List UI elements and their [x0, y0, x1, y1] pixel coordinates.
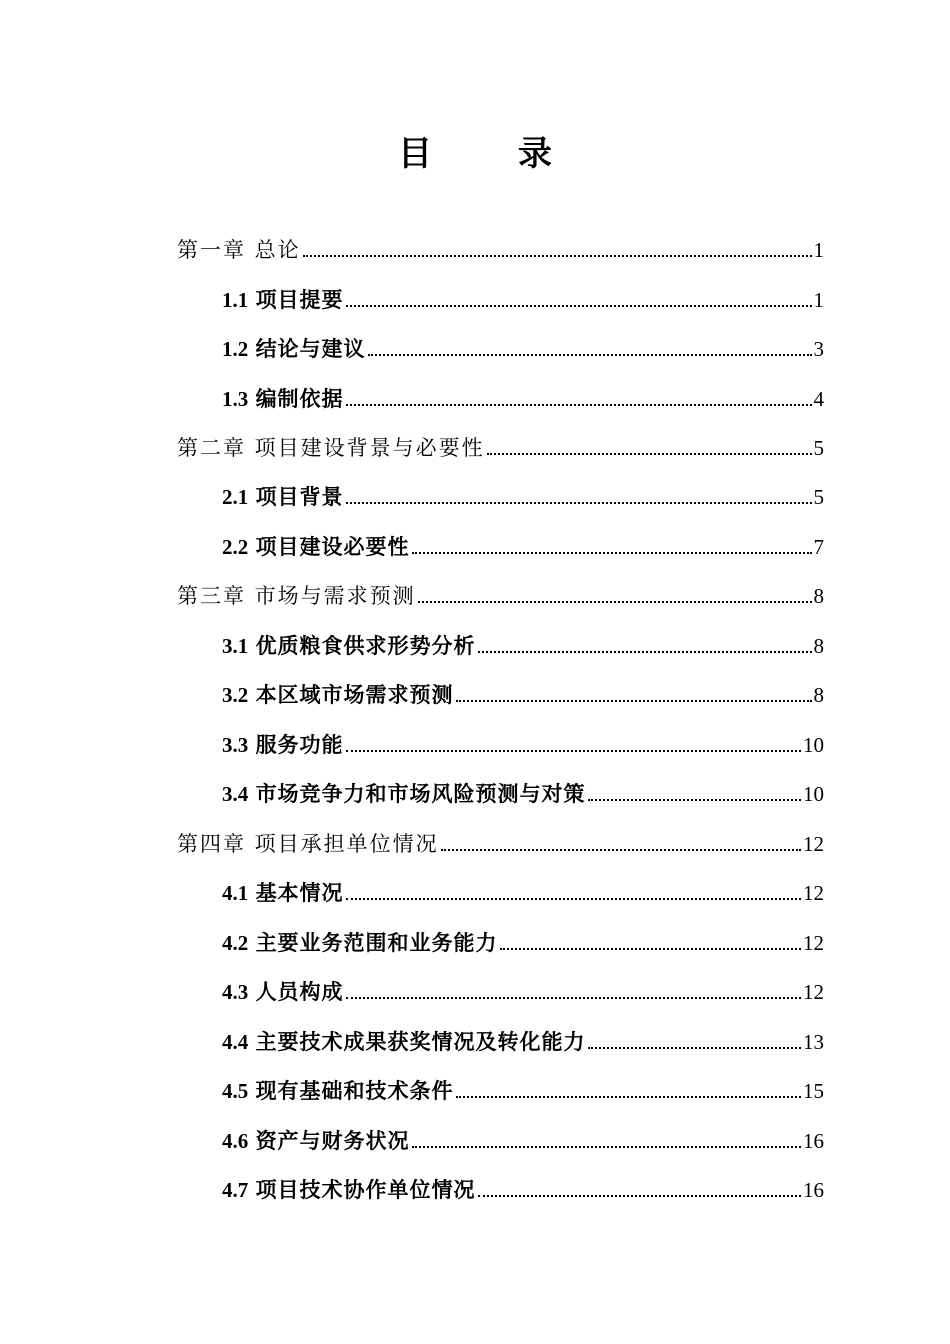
chapter-label: 第二章 项目建设背景与必要性	[177, 436, 485, 460]
section-title: 结论与建议	[255, 336, 366, 361]
page-number: 1	[813, 238, 824, 262]
section-title: 服务功能	[255, 732, 344, 757]
dot-leader	[418, 600, 812, 603]
section-number: 3.1	[222, 634, 249, 658]
page-number: 5	[813, 436, 824, 460]
section-number: 4.7	[222, 1178, 249, 1202]
page-number: 1	[813, 288, 824, 312]
page-number: 8	[813, 683, 824, 707]
page-number: 13	[803, 1030, 824, 1054]
page-number: 8	[813, 634, 824, 658]
dot-leader	[500, 947, 801, 950]
toc-section-4-1[interactable]	[222, 876, 824, 910]
toc-title-char: 目	[398, 134, 518, 174]
toc-section-1-3[interactable]	[222, 382, 824, 416]
section-number: 1.3	[222, 387, 249, 411]
toc-title-char: 录	[518, 134, 638, 174]
section-number: 3.3	[222, 733, 249, 757]
toc-section-3-2[interactable]	[222, 678, 824, 712]
page-number: 7	[813, 535, 824, 559]
page-number: 4	[813, 387, 824, 411]
page-number: 12	[803, 881, 824, 905]
toc-section-1-2[interactable]	[222, 332, 824, 366]
section-number: 2.2	[222, 535, 249, 559]
dot-leader	[346, 897, 801, 900]
toc-section-4-7[interactable]	[222, 1173, 824, 1207]
toc-section-4-3[interactable]	[222, 975, 824, 1009]
section-title: 现有基础和技术条件	[255, 1078, 454, 1103]
dot-leader	[478, 650, 812, 653]
section-title: 资产与财务状况	[255, 1128, 410, 1153]
section-title: 项目提要	[255, 287, 344, 312]
chapter-label: 第四章 项目承担单位情况	[177, 832, 439, 856]
section-number: 4.5	[222, 1079, 249, 1103]
section-title: 人员构成	[255, 979, 344, 1004]
page-number: 5	[813, 485, 824, 509]
section-number: 4.2	[222, 931, 249, 955]
section-title: 主要业务范围和业务能力	[255, 930, 498, 955]
dot-leader	[346, 996, 801, 999]
page-number: 10	[803, 782, 824, 806]
toc-section-4-4[interactable]	[222, 1025, 824, 1059]
dot-leader	[412, 551, 812, 554]
toc-section-4-2[interactable]	[222, 926, 824, 960]
toc-chapter-3[interactable]	[177, 579, 824, 613]
toc-section-2-1[interactable]	[222, 480, 824, 514]
dot-leader	[487, 452, 812, 455]
dot-leader	[456, 1095, 801, 1098]
dot-leader	[303, 254, 812, 257]
dot-leader	[588, 1046, 801, 1049]
dot-leader	[346, 304, 812, 307]
section-number: 4.1	[222, 881, 249, 905]
section-title: 本区域市场需求预测	[255, 682, 454, 707]
page-number: 8	[813, 584, 824, 608]
toc-section-1-1[interactable]	[222, 283, 824, 317]
section-title: 项目技术协作单位情况	[255, 1177, 476, 1202]
section-number: 2.1	[222, 485, 249, 509]
page-number: 16	[803, 1129, 824, 1153]
section-title: 项目背景	[255, 484, 344, 509]
page-number: 12	[803, 931, 824, 955]
dot-leader	[588, 798, 801, 801]
dot-leader	[412, 1145, 801, 1148]
section-number: 4.4	[222, 1030, 249, 1054]
toc-section-2-2[interactable]	[222, 530, 824, 564]
dot-leader	[346, 501, 812, 504]
dot-leader	[346, 749, 801, 752]
page-number: 12	[803, 980, 824, 1004]
section-number: 4.3	[222, 980, 249, 1004]
chapter-label: 第一章 总论	[177, 238, 301, 262]
section-title: 优质粮食供求形势分析	[255, 633, 476, 658]
toc-section-4-5[interactable]	[222, 1074, 824, 1108]
dot-leader	[368, 353, 812, 356]
page-number: 10	[803, 733, 824, 757]
dot-leader	[441, 848, 801, 851]
toc-chapter-2[interactable]	[177, 431, 824, 465]
toc-section-3-3[interactable]	[222, 728, 824, 762]
toc-section-3-1[interactable]	[222, 629, 824, 663]
dot-leader	[346, 403, 812, 406]
toc-title	[0, 128, 950, 180]
toc-section-3-4[interactable]	[222, 777, 824, 811]
page-number: 3	[813, 337, 824, 361]
section-number: 1.1	[222, 288, 249, 312]
section-number: 3.2	[222, 683, 249, 707]
section-title: 市场竞争力和市场风险预测与对策	[255, 781, 586, 806]
section-title: 基本情况	[255, 880, 344, 905]
toc-chapter-1[interactable]	[177, 233, 824, 267]
page-number: 16	[803, 1178, 824, 1202]
section-title: 主要技术成果获奖情况及转化能力	[255, 1029, 586, 1054]
dot-leader	[478, 1194, 801, 1197]
chapter-label: 第三章 市场与需求预测	[177, 584, 416, 608]
toc-section-4-6[interactable]	[222, 1124, 824, 1158]
section-number: 4.6	[222, 1129, 249, 1153]
section-title: 项目建设必要性	[255, 534, 410, 559]
section-number: 3.4	[222, 782, 249, 806]
page-number: 12	[803, 832, 824, 856]
page-number: 15	[803, 1079, 824, 1103]
toc-chapter-4[interactable]	[177, 827, 824, 861]
section-number: 1.2	[222, 337, 249, 361]
dot-leader	[456, 699, 812, 702]
section-title: 编制依据	[255, 386, 344, 411]
